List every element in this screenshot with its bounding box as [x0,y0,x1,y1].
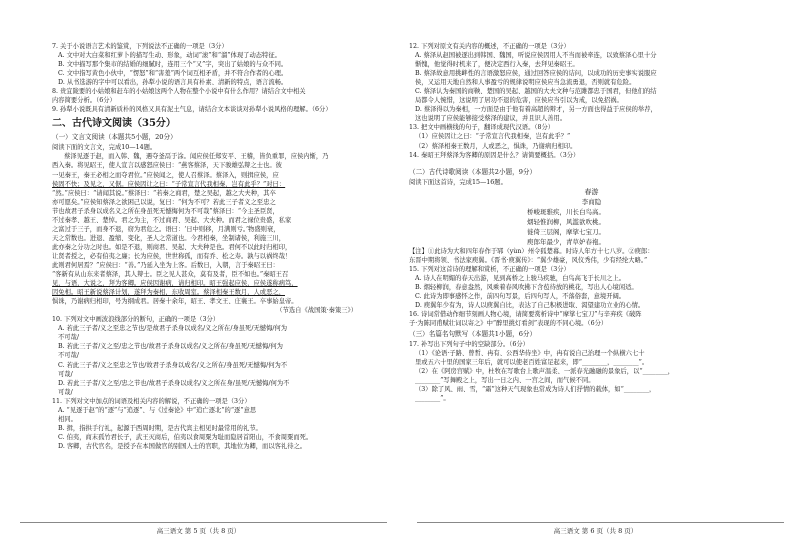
question-10-option: 可哉/ [58,388,73,396]
question-16-line: 16. 诗词常借动作细节刻画人物心境，请简要赏析诗中“摩挲七宝刀”与辛弃疾《破阵 [409,310,642,318]
passage-line: 亦可愿矣。”应侯知蔡泽之欲困己以说，复曰：“何为不可？若此三子者义之至忠之 [52,198,276,206]
question-12: 12. 下列对原文有关内容的概述，不正确的一项是（3分） [409,43,570,50]
subsection-title: （二）古代诗歌阅读（本题共2小题，9分） [409,167,537,176]
question-10-option: 不可哉/ [58,352,80,360]
footer-rule [20,522,387,523]
question-7-line: B. 文中描写那个集市的结婚的细腻时，连用三个“又”字，突出了姑娘的与众不同。 [58,61,288,69]
passage-line: 一见秦王，秦王必相之而夺君位。”应侯闻之，使人召蔡泽。蔡泽入，则揖应侯，应 [52,171,279,179]
passage-line: 不过秦孝、越王、楚悼。君之为主，不过商君、吴起、大夫种。而君之禄位贵盛，私家 [52,216,292,224]
question-16-line: 子·为陈同甫赋壮词以寄之》中“醉里挑灯看剑”表现的不同心境。（6分） [409,320,608,328]
classical-passage [52,152,387,306]
question-11-line: A. “见逐于赵”的“逐”与“追逐”、与《过秦论》中“追亡逐北”的“逐”意思 [58,406,257,414]
question-7-line: C. 文中指写黄色小伙中，“愣怒”和“害羞”两个词互相矛盾，并不符合作者的心理。 [58,70,288,78]
poem-title: 春游 [584,187,599,196]
question-8-line: 内容简要分析。（6分） [52,97,116,105]
subsection-title: （三）名篇名句默写（本题共1小题，6分） [409,330,537,339]
question-10-option: A. 若此三子者/义之至忠之节也/是故君子杀身以成名/义之所在/身虽死/无憾悔/何为 [58,325,288,333]
question-12-option: 这也说明了应侯能够接受蔡泽的建议，并且识人善用。 [415,115,567,123]
question-12-option: D. 蔡泽得以为秦相，一方面是由于他有着高超的辩才，另一方面也得益于应侯的举荐， [415,106,657,114]
passage-line: “客新有从山东来者蔡泽，其人辩士。臣之见人甚众，莫有及者，臣不如也。”秦昭王召 [52,271,289,279]
question-17-item: （1）《论语·子路、曾皙、冉有、公西华侍坐》中，冉有说自己治理一个纵横六七十 [415,350,645,358]
poem-author: 李商隐 [581,197,602,206]
question-12-option: A. 蔡泽从赵国被逐出到韩国、魏国，听说应侯因用人不当而被牵连，以致蔡泽心里十分 [415,52,657,60]
question-11-option: D. 客卿，古代官名，是授予在本国做官的别国人士的官职，其地位为卿，而以客礼待之。 [58,442,307,450]
poem-note-line: 【注】①此诗为大和四年春作于郓（yùn）州令狐楚幕。时诗人年方十七八岁。②庾郎： [409,247,654,255]
poem-line: 烟轻惟润柳，风滥欲吹桃。 [527,217,605,226]
question-11-line: 相同。 [58,415,77,423]
question-11-line: 11. 下列对文中加点的词语及相关内容的解说，不正确的一项是（3分） [52,397,251,405]
question-15-option: B. 烟轻柳润，春意盎然，风乘着春风吹拂下含苞待放的桃花，写出人心境闲适。 [415,283,638,291]
subsection-intro: 阅读下面这首诗，完成15—16题。 [409,178,507,186]
poem-line: 桥峻斑骓疾，川长白鸟高。 [527,207,605,216]
question-10-option: 不可哉/ [58,334,80,342]
passage-line: 之富过于三子，而身不退，窃为君危之。语曰：‘日中则移，月满则亏。’物盛则衰， [52,225,280,233]
question-12-option: 惭愧，他觉得时机来了，便决定西行入秦，去拜见秦昭王。 [415,61,579,69]
question-15: 15. 下列对这首诗的理解和赏析，不正确的一项是（3分） [409,265,570,273]
poem-note-line: 东晋中期将领、书法家庾翼。《晋书·庾翼传》：“翼少雄豪，风仪秀伟，少有经纶大略。” [409,256,648,264]
question-17-item: ________”写舞殿之上，写出一日之内、一宫之间，而气候不同。 [415,377,595,385]
question-11-option: C. 伯夷，商末孤竹君长子，武王灭商后，伯夷以食周粟为耻而隐居首阳山，不食周粟而死。 [58,433,313,441]
passage-line: 见，与语，大说之，拜为客卿。应侯因谢病，请归相印。昭王强起应侯，应侯遂称病笃， [52,280,298,288]
question-10: 10. 下列对文中画波浪线部分的断句，正确的一项是（3分） [52,316,220,324]
question-15-option: C. 此诗为即事感怀之作，前四句写景，后四句写人，不落俗套，意境开阔。 [415,292,626,300]
question-15-option: A. 诗人在明媚的春天出游，见到高桥之上骏马疾驰，白鸟高飞于长川之上。 [415,274,626,282]
question-11-option: B. 揖，指拱手行礼，起源于西周时期，是古代宾主相见时最常用的礼节。 [58,424,262,432]
question-7-line: D. 从书选游的字中可以看出，孙犁小说的语言具有朴素、清新的特点，语言流畅。 [58,79,288,87]
passage-line: 节也故君子杀身以成名义之所在身虽死无憾悔何为不可哉”蔡泽曰：“今主圣臣贤， [52,207,279,215]
question-10-option: C. 若此三子者/义之至忠之节也/故君子杀身以成名/义之所在/身虽死/无憾悔/何为不 [58,361,288,369]
passage-line: 西入秦。将见昭王，使人宣言以感怒应侯曰：“燕客蔡泽，天下骏雄弘辩之士也。彼 [52,162,282,170]
question-12-option: C. 蔡泽认为秦国的商鞅、楚国的吴起、越国的大夫文种与范雎都忠于国君，但他们的结 [415,88,657,96]
passage-line: 蔡泽见逐于赵，而入韩、魏，遇夺釜鬲于涂。闻应侯任郑安平、王稽，皆负重罪，应侯内惭，乃 [64,153,329,161]
page-footer: 高三语文 第 5 页（共 8 页） [156,527,241,535]
question-10-option: D. 若此三子者/义之至/忠之节也/故君子杀身以成名/义之所在身/虽死/无憾悔/何为不 [58,379,290,387]
subsection-intro: 阅读下面的文言文，完成10—14题。 [52,144,157,152]
question-9: 9. 孙犁小说既具有清新质朴的风格又具有泥土气息，请结合文本谈谈对孙犁小说风格的理解。（6分） [52,106,332,114]
poem-line: 庾郎年最少，青草妒春袍。 [527,237,605,246]
passage-line: 天之常数也。进退、盈缩、变化，圣人之常道也。今君相秦，坐制诸侯，利施三川， [52,234,285,242]
question-17-item: （2）在《阿房宫赋》中，杜牧在写歌台上歌声温柔、一派春光融融的景象后，以“________， [415,368,675,376]
question-17-item: （3）除了风、雨、雪，“霜”这种天气现象也常成为诗人们抒情的载体，如“________， [415,386,656,394]
section-title: 二、古代诗文阅读（35分） [52,118,176,130]
page-footer: 高三语文 第 6 页（共 8 页） [553,527,638,535]
question-12-option: 侯，又运用天地自然和人事盈亏的规律说明应侯应当急流勇退，否则就有危险。 [415,79,636,87]
question-13: 13. 把文中画横线的句子，翻译成现代汉语。（8分） [409,124,555,132]
question-17-item: 里或五六十里的国家三年后，就可以使老百姓富足起来，即“________，________”。 [415,359,649,367]
page-right [397,0,794,550]
passage-line: 此则君何居焉？”应侯曰：“善。”乃延入坐为上客。后数日，入朝，言于秦昭王曰： [52,261,279,269]
question-17: 17. 补写出下列句子中的空缺部分。（6分） [409,341,529,349]
passage-line: 侯固不快；及见之，又倨。应侯因让之曰：“子常宣言代我相秦，岂有此乎？”对曰： [52,180,286,188]
passage-line: 让贤者授之，必有伯夷之廉；长为应侯，世世称孤，而有乔、松之寿。孰与以祸终哉！ [52,252,292,260]
question-13-item: （1）应侯因让之曰：“子常宣言代我相秦，岂有此乎？” [415,133,571,141]
passage-line: 因免相。昭王新说蔡泽计划，遂拜为秦相，东收周室。蔡泽相秦王数月，人或恶之， [52,289,285,297]
passage-line: 惧诛，乃谢病归相印，号为纲成君。居秦十余年，昭王、孝文王、庄襄王。卒事始皇帝。 [52,298,298,306]
poem-line: 徙倚三层阁，摩挲七宝刀。 [527,227,605,236]
question-14: 14. 秦昭王拜蔡泽为客卿的原因是什么？请简要概括。（3分） [409,151,580,159]
footer-rule [417,522,784,523]
question-12-option: B. 蔡泽故意用挑衅性的言语激怒应侯，通过回答应侯的诘问，以成功的历史事实说服应 [415,70,657,78]
passage-line: 此亦秦之分功之时也。如是不退，则商君、吴起、大夫种是也。君何不以此时归相印， [52,243,292,251]
question-7-line: 7. 关于小说语言艺术的鉴赏，下列说法不正确的一项是（3分） [52,43,228,50]
subsection-title: （一）文言文阅读（本题共5小题，20分） [52,133,177,142]
passage-line: “然。”应侯曰：“请闻其说。”蔡泽曰：“若秦之商君，楚之吴起，越之大夫种，其卒 [52,189,276,197]
question-12-option: 局都令人惋惜，这说明了居功不退的危害，应侯应当引以为戒，以免招祸。 [415,97,623,105]
question-17-item: ________”。 [415,395,450,403]
question-15-option: D. 庾翼年少有为，诗人以庾翼自比，表达了自己积极进取、渴望建功立业的心情。 [415,301,645,309]
question-8-line: 8. 贵宜陇要的小姑娘和赶车的小姑娘这两个人物在整个小说中有什么作用？请结合文中相关 [52,88,306,96]
question-10-option: B. 若此三子者/义之至/忠之节也/故君子杀身以成名/义之所在/身虽死/无憾悔/何为 [58,343,283,351]
question-13-item: （2）蔡泽相秦王数月，人或恶之，惧诛，乃谢病归相印。 [415,142,577,150]
question-7-line: A. 文中对大白菜和红萝卜的描写生动、形象，动词“滚”和“溜”体现了动态特征。 [58,52,281,60]
question-10-option: 可哉/ [58,370,73,378]
source-citation: （节选自《战国策·秦策三》） [276,307,357,315]
